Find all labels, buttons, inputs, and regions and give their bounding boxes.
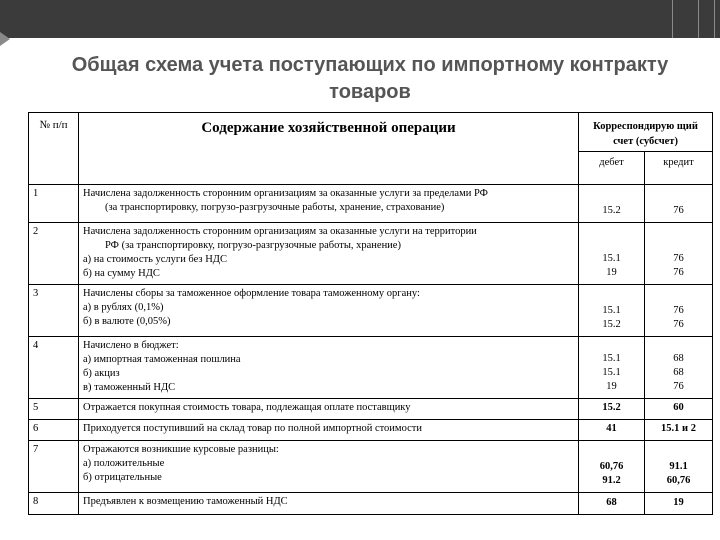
credit-value: 76	[673, 305, 684, 316]
description-line: б) на сумму НДС	[83, 268, 160, 279]
header-content: Содержание хозяйственной операции	[79, 113, 579, 185]
credit-value: 68	[673, 367, 684, 378]
debit-value: 15.1	[602, 367, 621, 378]
table-row	[29, 337, 713, 399]
top-bar-divider	[714, 0, 715, 38]
description-line: Отражается покупная стоимость товара, подлежащая оплате поставщику	[83, 402, 411, 413]
operation-description	[79, 223, 579, 285]
credit-account	[645, 337, 713, 399]
page-title: Общая схема учета поступающих по импортному контракту товаров	[71, 54, 669, 103]
debit-value: 15.1	[602, 353, 621, 364]
credit-value: 60,76	[666, 475, 691, 486]
credit-account	[645, 399, 713, 420]
credit-value: 76	[673, 205, 684, 216]
credit-value: 76	[673, 253, 684, 264]
debit-value: 15.1	[602, 305, 621, 316]
credit-value: 19	[673, 497, 684, 508]
description-line: Начислена задолженность сторонним организациям за оказанные услуги за пределами РФ	[83, 188, 488, 199]
table-row	[29, 223, 713, 285]
header-debit: дебет	[579, 152, 645, 185]
credit-value: 76	[673, 381, 684, 392]
debit-value: 19	[606, 381, 617, 392]
debit-account	[579, 493, 645, 515]
operation-description	[79, 285, 579, 337]
description-line: РФ (за транспортировку, погрузо-разгрузочные работы, хранение)	[105, 240, 401, 251]
row-number: 1	[29, 185, 79, 223]
accent-arrow-icon	[0, 32, 10, 46]
credit-account	[645, 420, 713, 441]
header-num: № п/п	[29, 113, 79, 185]
credit-value: 60	[673, 402, 684, 413]
debit-value: 15.2	[602, 319, 621, 330]
credit-account	[645, 493, 713, 515]
credit-value: 68	[673, 353, 684, 364]
operation-description	[79, 337, 579, 399]
header-correspondent: Корреспондирую щий счет (субсчет)	[579, 113, 713, 152]
debit-account	[579, 399, 645, 420]
row-number: 4	[29, 337, 79, 399]
description-line: б) акциз	[83, 368, 120, 379]
row-number: 2	[29, 223, 79, 285]
description-line: а) на стоимость услуги без НДС	[83, 254, 227, 265]
debit-account	[579, 285, 645, 337]
table-row	[29, 285, 713, 337]
credit-value: 91.1	[669, 461, 688, 472]
table-row	[29, 399, 713, 420]
debit-account	[579, 223, 645, 285]
credit-value: 15.1 и 2	[661, 423, 696, 434]
row-number: 8	[29, 493, 79, 515]
description-line: б) в валюте (0,05%)	[83, 316, 171, 327]
operation-description	[79, 420, 579, 441]
debit-value: 68	[606, 497, 617, 508]
credit-value: 76	[673, 319, 684, 330]
operation-description	[79, 185, 579, 223]
operation-description	[79, 493, 579, 515]
description-line: Начислена задолженность сторонним организациям за оказанные услуги на территории	[83, 226, 477, 237]
description-line: Предъявлен к возмещению таможенный НДС	[83, 496, 288, 507]
debit-value: 15.2	[602, 205, 621, 216]
row-number: 7	[29, 441, 79, 493]
operations-table	[28, 112, 713, 515]
header-credit: кредит	[645, 152, 713, 185]
table-row	[29, 420, 713, 441]
description-line: б) отрицательные	[83, 472, 162, 483]
top-bar	[0, 0, 720, 38]
description-line: а) положительные	[83, 458, 165, 469]
top-bar-divider	[672, 0, 673, 38]
row-number: 5	[29, 399, 79, 420]
description-line: Начислены сборы за таможенное оформление товара таможенному органу:	[83, 288, 420, 299]
row-number: 6	[29, 420, 79, 441]
debit-account	[579, 420, 645, 441]
description-line: в) таможенный НДС	[83, 382, 176, 393]
top-bar-divider	[698, 0, 699, 38]
debit-value: 15.2	[602, 402, 621, 413]
debit-account	[579, 441, 645, 493]
credit-account	[645, 285, 713, 337]
debit-value: 60,76	[599, 461, 624, 472]
debit-account	[579, 337, 645, 399]
debit-value: 41	[606, 423, 617, 434]
operation-description	[79, 399, 579, 420]
credit-account	[645, 441, 713, 493]
credit-value: 76	[673, 267, 684, 278]
debit-value: 19	[606, 267, 617, 278]
description-line: а) в рублях (0,1%)	[83, 302, 164, 313]
debit-account	[579, 185, 645, 223]
table-row	[29, 493, 713, 515]
table-row	[29, 185, 713, 223]
description-line: Отражаются возникшие курсовые разницы:	[83, 444, 279, 455]
description-line: Начислено в бюджет:	[83, 340, 179, 351]
debit-value: 15.1	[602, 253, 621, 264]
description-line: а) импортная таможенная пошлина	[83, 354, 241, 365]
credit-account	[645, 185, 713, 223]
description-line: (за транспортировку, погрузо-разгрузочные работы, хранение, страхование)	[105, 202, 445, 213]
table-row	[29, 441, 713, 493]
debit-value: 91.2	[602, 475, 621, 486]
row-number: 3	[29, 285, 79, 337]
description-line: Приходуется поступивший на склад товар по полной импортной стоимости	[83, 423, 422, 434]
operation-description	[79, 441, 579, 493]
credit-account	[645, 223, 713, 285]
